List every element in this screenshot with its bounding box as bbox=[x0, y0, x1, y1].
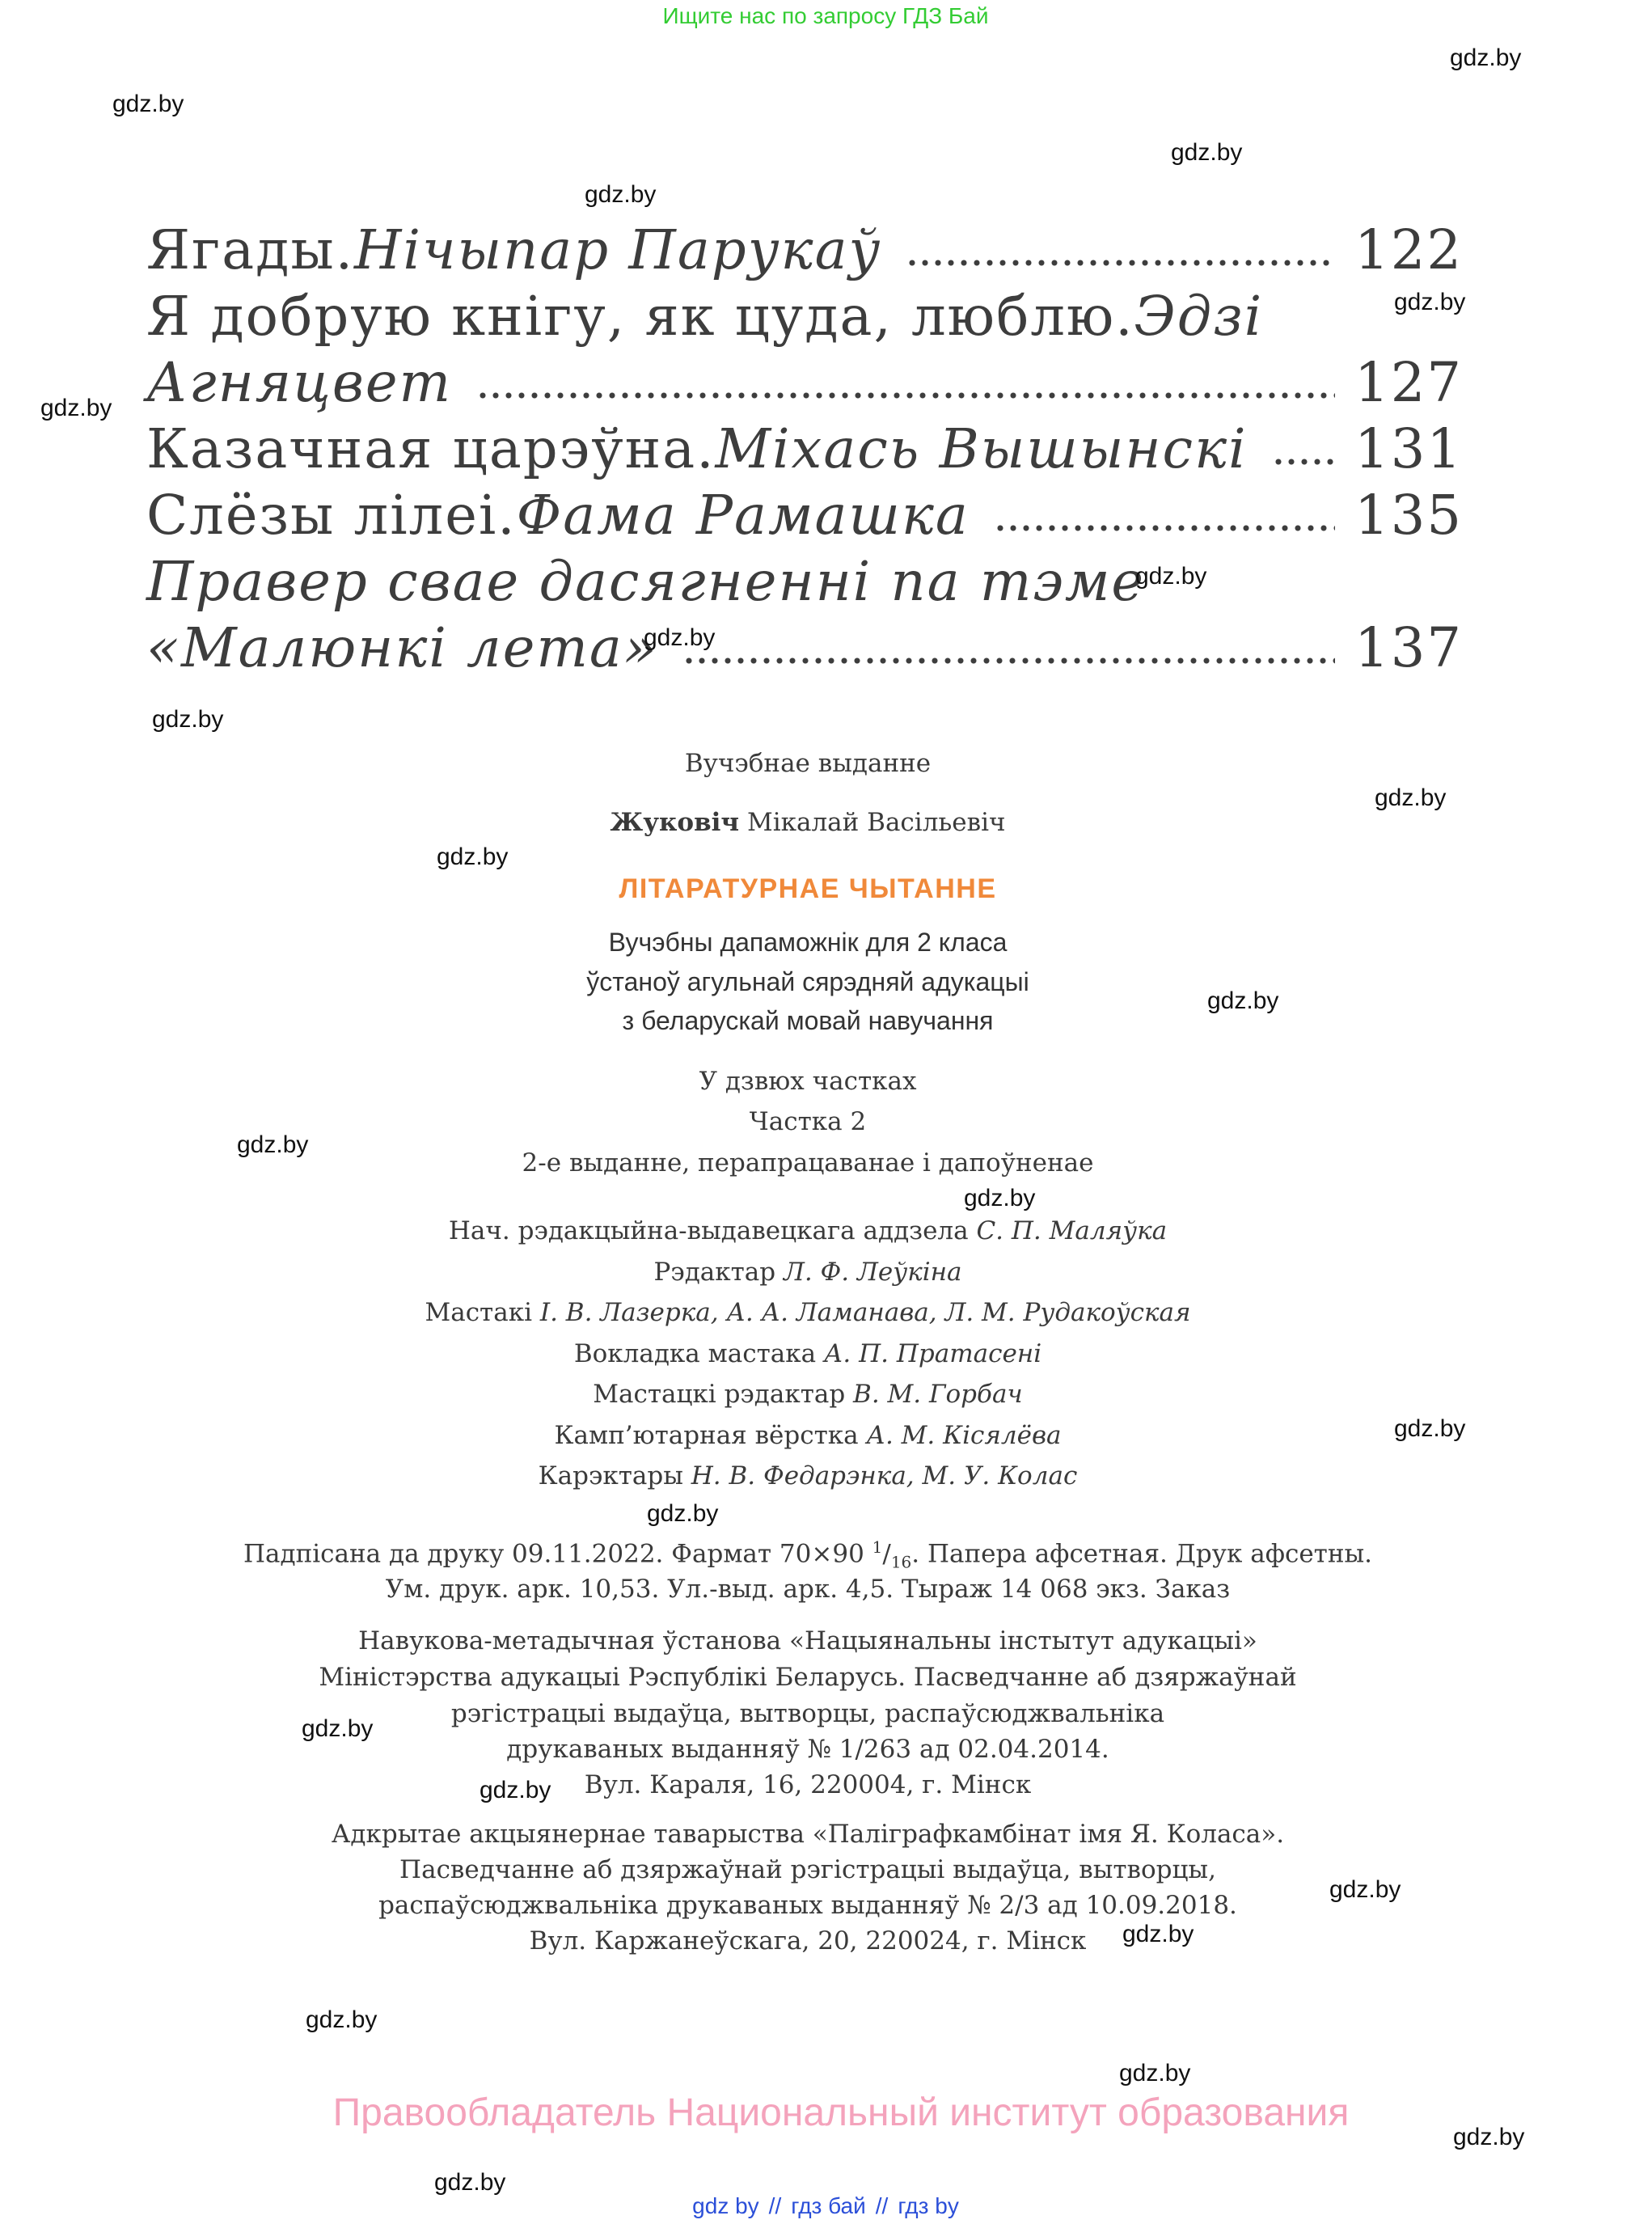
toc-entry bbox=[146, 484, 1463, 550]
text-segment: друкаваных выданняў № 1/263 ад 02.04.2014. bbox=[506, 1735, 1109, 1764]
text-segment: Слёзы лілеі. bbox=[146, 484, 517, 547]
dot-leader bbox=[682, 655, 1335, 666]
text-segment: Камп’ютарная вёрстка bbox=[554, 1421, 867, 1450]
page-number: 122 bbox=[1354, 218, 1463, 281]
text-segment: Нач. рэдакцыйна-выдавецкага аддзела bbox=[448, 1216, 977, 1245]
imprint-line bbox=[358, 1626, 1257, 1655]
text-segment: Рэдактар bbox=[653, 1258, 784, 1287]
watermark: gdz.by bbox=[1450, 44, 1522, 71]
text-segment: Ягады. bbox=[146, 218, 355, 281]
author-name: С. П. Маляўка bbox=[976, 1216, 1168, 1245]
watermark: gdz.by bbox=[437, 844, 509, 870]
watermark: gdz.by bbox=[1122, 1921, 1194, 1947]
imprint-line bbox=[425, 1298, 1190, 1327]
imprint-line bbox=[586, 967, 1029, 997]
footer-links bbox=[687, 2193, 964, 2219]
text-segment: 1 bbox=[872, 1537, 883, 1557]
watermark: gdz.by bbox=[1171, 139, 1243, 166]
imprint-line bbox=[506, 1735, 1109, 1764]
text-segment: Вокладка мастака bbox=[573, 1339, 824, 1368]
text-segment: Мастацкі рэдактар bbox=[593, 1380, 854, 1409]
imprint-line bbox=[399, 1855, 1216, 1884]
text-segment: з беларускай мовай навучання bbox=[622, 1006, 994, 1035]
text-segment: Мастакі bbox=[425, 1298, 540, 1327]
text-segment: Вул. Каржанеўскага, 20, 220024, г. Мінск bbox=[529, 1926, 1087, 1956]
imprint-line bbox=[530, 1926, 1087, 1956]
imprint-line bbox=[593, 1380, 1022, 1409]
watermark: gdz.by bbox=[1329, 1876, 1401, 1903]
author-name: Правер свае дасягненні па тэме bbox=[146, 550, 1146, 613]
link-separator: // bbox=[875, 2193, 889, 2218]
page-number: 135 bbox=[1354, 484, 1463, 547]
text-segment: Жуковіч bbox=[610, 808, 740, 837]
imprint-line bbox=[574, 1339, 1041, 1368]
footer-link[interactable]: гдз by bbox=[898, 2193, 959, 2218]
dot-leader bbox=[906, 257, 1335, 268]
text-segment: Міністэрства адукацыі Рэспублікі Беларусь. Пасведчанне аб дзяржаўнай bbox=[319, 1663, 1297, 1692]
text-segment: ўстаноў агульнай сярэдняй адукацыі bbox=[586, 967, 1029, 996]
text-segment: Частка 2 bbox=[749, 1107, 867, 1136]
text-segment: Адкрытае акцыянернае таварыства «Паліграфкамбінат імя Я. Коласа». bbox=[331, 1820, 1285, 1849]
imprint-line bbox=[609, 928, 1008, 958]
imprint-line bbox=[522, 1148, 1094, 1178]
imprint-line bbox=[451, 1699, 1164, 1728]
table-of-contents bbox=[146, 218, 1466, 683]
imprint-line bbox=[378, 1891, 1237, 1920]
watermark: gdz.by bbox=[434, 2169, 506, 2196]
author-name: «Малюнкі лета» bbox=[146, 616, 658, 679]
watermark: gdz.by bbox=[302, 1715, 374, 1742]
author-name: А. П. Пратасені bbox=[823, 1339, 1042, 1368]
book-title bbox=[619, 873, 996, 905]
imprint-line bbox=[611, 808, 1006, 837]
imprint-line bbox=[319, 1663, 1296, 1692]
imprint-line bbox=[554, 1421, 1061, 1450]
watermark: gdz.by bbox=[1394, 289, 1466, 315]
footer-link[interactable]: гдз бай bbox=[791, 2193, 866, 2218]
text-segment: распаўсюджвальніка друкаваных выданняў № 2/3 ад 10.09.2018. bbox=[378, 1891, 1237, 1920]
author-name: Фама Рамашка bbox=[516, 484, 970, 547]
toc-entry bbox=[146, 550, 1463, 616]
watermark: gdz.by bbox=[644, 624, 716, 651]
watermark: gdz.by bbox=[1394, 1415, 1466, 1442]
author-name: Нічыпар Парукаў bbox=[354, 218, 882, 281]
text-segment: Пасведчанне аб дзяржаўнай рэгістрацыі выдаўца, вытворцы, bbox=[399, 1855, 1216, 1884]
text-segment: / bbox=[882, 1539, 891, 1569]
toc-entry bbox=[146, 285, 1466, 351]
toc-entry bbox=[146, 218, 1463, 285]
text-segment: Ум. друк. арк. 10,53. Ул.-выд. арк. 4,5. Тыраж 14 068 экз. Заказ bbox=[385, 1575, 1231, 1604]
imprint-line bbox=[750, 1107, 866, 1136]
watermark: gdz.by bbox=[1135, 563, 1207, 590]
text-segment: Вучэбнае выданне bbox=[684, 749, 932, 778]
imprint-line bbox=[539, 1461, 1078, 1490]
imprint-line bbox=[653, 1258, 961, 1287]
author-name: Н. В. Федарэнка, М. У. Колас bbox=[691, 1461, 1078, 1490]
watermark: gdz.by bbox=[647, 1500, 719, 1527]
author-name: А. М. Кісялёва bbox=[866, 1421, 1062, 1450]
page-number: 137 bbox=[1354, 616, 1463, 679]
page-number: 127 bbox=[1354, 351, 1463, 414]
watermark: gdz.by bbox=[40, 395, 112, 421]
text-segment: Мікалай Васільевіч bbox=[739, 808, 1006, 837]
toc-entry bbox=[146, 351, 1463, 417]
imprint-line bbox=[699, 1067, 917, 1096]
imprint-line bbox=[585, 1770, 1031, 1799]
author-name: В. М. Горбач bbox=[853, 1380, 1023, 1409]
text-segment: Вучэбны дапаможнік для 2 класа bbox=[608, 928, 1008, 957]
text-segment: 16 bbox=[890, 1552, 912, 1572]
rights-holder-notice: Правообладатель Национальный институт образования bbox=[332, 2091, 1350, 2134]
author-name: Агняцвет bbox=[146, 351, 453, 414]
watermark: gdz.by bbox=[1375, 784, 1447, 811]
author-name: Эдзі bbox=[1134, 285, 1264, 348]
search-banner: Ищите нас по запросу ГДЗ Бай bbox=[662, 3, 989, 28]
text-segment: У дзвюх частках bbox=[699, 1067, 917, 1096]
dot-leader bbox=[476, 390, 1335, 401]
text-segment: Навукова-метадычная ўстанова «Нацыянальны інстытут адукацыі» bbox=[358, 1626, 1257, 1655]
text-segment: ЛІТАРАТУРНАЕ ЧЫТАННЕ bbox=[619, 873, 997, 904]
watermark: gdz.by bbox=[585, 181, 657, 208]
page-number: 131 bbox=[1354, 417, 1463, 480]
author-name: Л. Ф. Леўкіна bbox=[783, 1258, 962, 1287]
text-segment: Вул. Караля, 16, 220004, г. Мінск bbox=[584, 1770, 1032, 1799]
imprint-line bbox=[332, 1820, 1284, 1849]
author-name: Міхась Вышынскі bbox=[715, 417, 1248, 480]
toc-entry bbox=[146, 616, 1463, 683]
footer-link[interactable]: gdz by bbox=[692, 2193, 759, 2218]
imprint-line bbox=[449, 1216, 1167, 1245]
text-segment: Карэктары bbox=[538, 1461, 691, 1490]
author-name: І. В. Лазерка, А. А. Ламанава, Л. М. Рудакоўская bbox=[539, 1298, 1191, 1327]
watermark: gdz.by bbox=[964, 1185, 1036, 1211]
toc-entry bbox=[146, 417, 1463, 484]
watermark: gdz.by bbox=[152, 706, 224, 733]
text-segment: Падпісана да друку 09.11.2022. Фармат 70×90 bbox=[243, 1539, 872, 1569]
watermark: gdz.by bbox=[237, 1131, 309, 1158]
watermark: gdz.by bbox=[480, 1777, 551, 1803]
dot-leader bbox=[994, 522, 1335, 534]
imprint-line bbox=[623, 1006, 994, 1036]
text-segment: 2-е выданне, перапрацаванае і дапоўненае bbox=[522, 1148, 1094, 1178]
watermark: gdz.by bbox=[1119, 2060, 1191, 2087]
text-segment: . Папера афсетная. Друк афсетны. bbox=[911, 1539, 1373, 1569]
watermark: gdz.by bbox=[112, 91, 184, 117]
text-segment: Я добрую кнігу, як цуда, люблю. bbox=[146, 285, 1134, 348]
imprint-line bbox=[386, 1575, 1230, 1604]
watermark: gdz.by bbox=[1207, 987, 1279, 1014]
link-separator: // bbox=[768, 2193, 782, 2218]
imprint-line bbox=[243, 1537, 1372, 1572]
text-segment: Казачная царэўна. bbox=[146, 417, 716, 480]
watermark: gdz.by bbox=[306, 2006, 378, 2033]
dot-leader bbox=[1272, 456, 1336, 467]
text-segment: рэгістрацыі выдаўца, вытворцы, распаўсюджвальніка bbox=[450, 1699, 1165, 1728]
watermark: gdz.by bbox=[1453, 2124, 1525, 2150]
imprint-line bbox=[685, 749, 931, 778]
